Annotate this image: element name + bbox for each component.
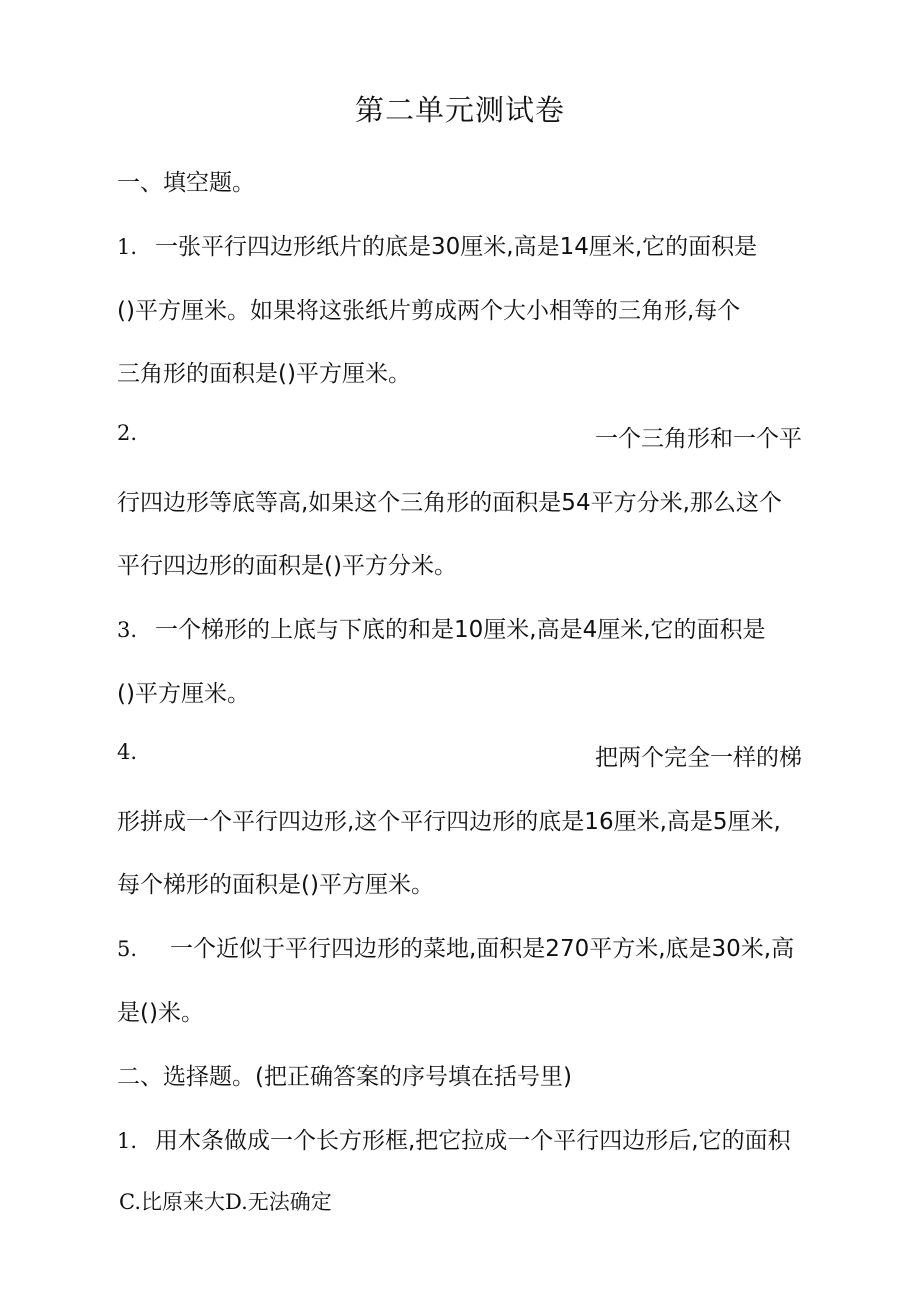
question-text: 一张平行四边形纸片的底是30厘米,高是14厘米,它的面积是 (155, 234, 758, 260)
question-4-line-1: 把两个完全一样的梯 (595, 745, 802, 771)
question-5-line-2: 是()米。 (117, 1000, 204, 1026)
question-number: 2. (117, 421, 138, 445)
question-5-line-1 (117, 930, 794, 963)
question-number: 1. (117, 1129, 138, 1153)
question-text: 一个梯形的上底与下底的和是10厘米,高是4厘米,它的面积是 (155, 617, 766, 643)
question-number: 4. (117, 740, 138, 764)
question-4-line-3: 每个梯形的面积是()平方厘米。 (117, 872, 434, 898)
section-heading-fill-in: 一、填空题。 (117, 170, 255, 196)
question-3-line-1 (117, 611, 766, 644)
question-number: 5. (117, 937, 138, 961)
question-2-line-3: 平行四边形的面积是()平方分米。 (117, 553, 457, 579)
choice-question-1-options: C.比原来大D.无法确定 (119, 1190, 332, 1214)
question-1-line-1 (117, 228, 757, 261)
question-4-line-2: 形拼成一个平行四边形,这个平行四边形的底是16厘米,高是5厘米, (117, 809, 781, 835)
question-3-line-2: ()平方厘米。 (117, 681, 250, 707)
section-heading-multiple-choice: 二、选择题。(把正确答案的序号填在括号里) (117, 1064, 572, 1090)
question-2-number (117, 420, 137, 446)
question-1-line-2: ()平方厘米。如果将这张纸片剪成两个大小相等的三角形,每个 (117, 298, 741, 324)
question-number: 1. (117, 235, 138, 259)
question-text: 一个近似于平行四边形的菜地,面积是270平方米,底是30米,高 (170, 936, 795, 962)
question-number: 3. (117, 618, 138, 642)
question-2-line-2: 行四边形等底等高,如果这个三角形的面积是54平方分米,那么这个 (117, 490, 782, 516)
question-2-line-1: 一个三角形和一个平 (595, 426, 802, 452)
question-1-line-3: 三角形的面积是()平方厘米。 (117, 361, 411, 387)
question-text: 用木条做成一个长方形框,把它拉成一个平行四边形后,它的面积 (155, 1128, 791, 1154)
choice-question-1-line-1 (117, 1122, 791, 1155)
question-4-number (117, 739, 137, 765)
page-title: 第二单元测试卷 (354, 93, 565, 127)
